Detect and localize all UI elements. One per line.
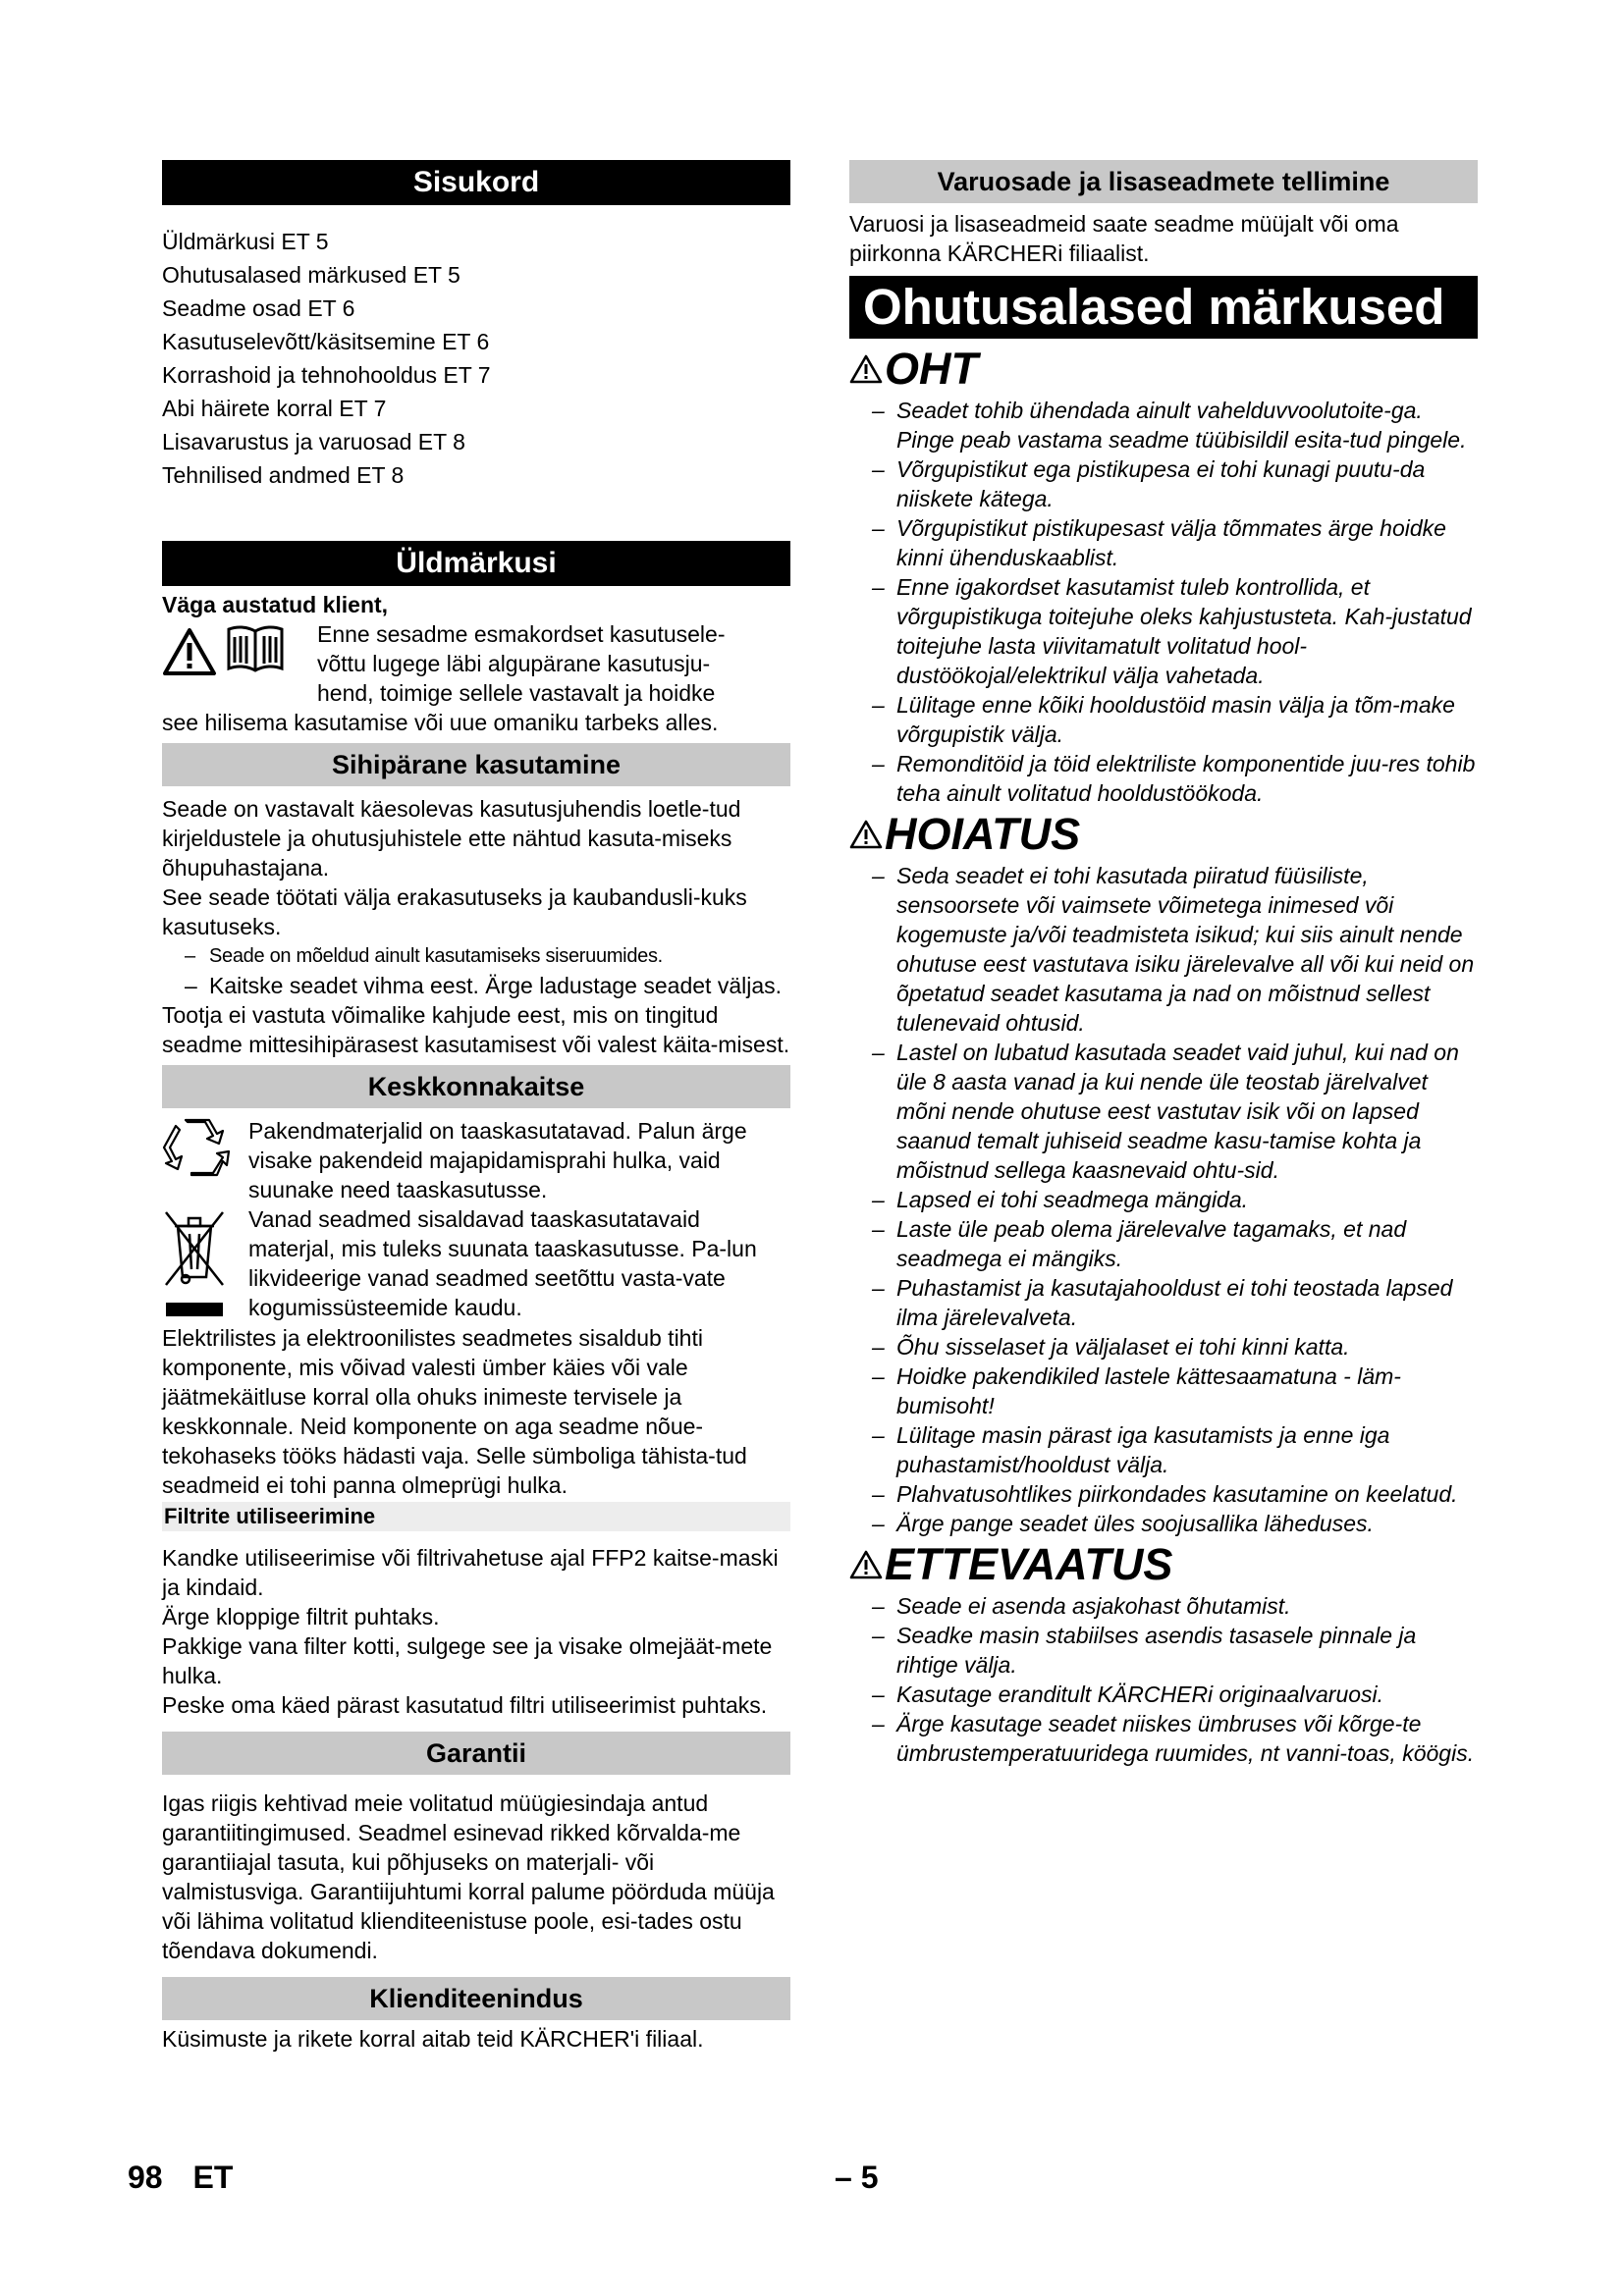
crossed-bin-icon (162, 1208, 227, 1318)
list-item: – Lülitage masin pärast iga kasutamists ja enne iga puhastamist/hooldust välja. (849, 1420, 1478, 1479)
warning-triangle-icon (162, 627, 217, 676)
general-title: Üldmärkusi (162, 541, 790, 586)
list-item: – Remonditöid ja töid elektriliste komponentide juu-res tohib teha ainult volitatud hooldustöökoda. (849, 749, 1478, 808)
intended-p2: See seade töötati välja erakasutuseks ja kaubandusli-kuks kasutuseks. (162, 884, 747, 939)
intended-list (162, 941, 790, 1000)
warranty-title: Garantii (162, 1732, 790, 1775)
intended-p1: Seade on vastavalt käesolevas kasutusjuhendis loetle-tud kirjeldustele ja ohutusjuhistele ette nähtud kasuta-miseks õhupuhastajana. (162, 796, 741, 881)
list-item: – Kasutage eranditult KÄRCHERi originaalvaruosi. (849, 1680, 1478, 1709)
list-item: – Seade on mõeldud ainult kasutamiseks siseruumides. (162, 941, 790, 971)
safety-title: Ohutusalased märkused (849, 276, 1478, 339)
danger-label: OHT (885, 344, 978, 394)
weee-note (162, 1204, 790, 1323)
warning-triangle-icon (849, 354, 883, 384)
weee-text: Vanad seadmed sisaldavad taaskasutatavaid materjal, mis tuleks suunata taaskasutusse. Pa-lun likvideerige vanad seadmed seetõttu vasta-vate kogumissüsteemide kaudu. (248, 1206, 757, 1320)
customer-service-text: Küsimuste ja rikete korral aitab teid KÄRCHER'i filiaal. (162, 2026, 704, 2052)
spare-parts-title: Varuosade ja lisaseadmete tellimine (849, 160, 1478, 203)
footer-page-number (128, 2160, 233, 2196)
list-item: – Lapsed ei tohi seadmega mängida. (849, 1185, 1478, 1214)
intro-line: Enne sesadme esmakordset kasutusele- (317, 621, 726, 647)
list-item: – Lastel on lubatud kasutada seadet vaid juhul, kui nad on üle 8 aasta vanad ja kui nende üle teostab järelvalvet mõni nende ohutuse eest vastutav isik või on lapsed saanud temalt juhiseid seadme kasu-tamise kohta ja mõistnud sellega kaasnevaid ohtu-sid. (849, 1038, 1478, 1185)
warning-triangle-icon (849, 1550, 883, 1579)
filter-paragraph: Peske oma käed pärast kasutatud filtri utiliseerimist puhtaks. (162, 1692, 768, 1718)
warranty-text: Igas riigis kehtivad meie volitatud müügiesindaja antud garantiitingimused. Seadmel esinevad rikked kõrvalda-me garantiiajal tasuta, kui põhjuseks on materjali- või valmistusviga. Garantiijuhtumi korral palume pöörduda müüja või lähima volitatud klienditeenistuse poole, esi-tades ostu tõendava dokumendi. (162, 1790, 775, 1963)
toc-item[interactable]: Seadme osad ET 6 (162, 295, 355, 321)
manual-intro (162, 619, 790, 708)
list-item: – Võrgupistikut pistikupesast välja tõmmates ärge hoidke kinni ühenduskaablist. (849, 513, 1478, 572)
intro-end: see hilisema kasutamise või uue omaniku tarbeks alles. (162, 710, 719, 735)
toc-item[interactable]: Ohutusalased märkused ET 5 (162, 262, 460, 288)
list-item: – Laste üle peab olema järelevalve tagamaks, et nad seadmega ei mängiks. (849, 1214, 1478, 1273)
salutation: Väga austatud klient, (162, 592, 389, 617)
manual-book-icon (225, 623, 286, 676)
list-item: – Hoidke pakendikiled lastele kättesaamatuna - läm-bumisoht! (849, 1362, 1478, 1420)
spare-parts-text: Varuosi ja lisaseadmeid saate seadme müüjalt või oma piirkonna KÄRCHERi filiaalist. (849, 211, 1399, 266)
list-item: – Puhastamist ja kasutajahooldust ei tohi teostada lapsed ilma järelevalveta. (849, 1273, 1478, 1332)
list-item: – Kaitske seadet vihma eest. Ärge ladustage seadet väljas. (162, 971, 790, 1000)
toc-item[interactable]: Korrashoid ja tehnohooldus ET 7 (162, 362, 491, 388)
recycle-note (162, 1116, 790, 1204)
list-item: – Seadke masin stabiilses asendis tasasele pinnale ja rihtige välja. (849, 1621, 1478, 1680)
intended-use-title: Sihipärane kasutamine (162, 743, 790, 786)
recycle-icon (162, 1116, 231, 1177)
intro-line: võttu lugege läbi algupärane kasutusju- (317, 651, 711, 676)
filter-disposal-title: Filtrite utiliseerimine (162, 1502, 790, 1531)
left-column (162, 160, 790, 2054)
list-item: – Enne igakordset kasutamist tuleb kontrollida, et võrgupistikuga toitejuhe oleks kahjustusteta. Kah-justatud toitejuhe lasta viivitamatult volitatud hool-dustöökojal/elektrikul välja vahetada. (849, 572, 1478, 690)
danger-heading (849, 343, 1478, 396)
right-column (849, 160, 1478, 1768)
warning-heading (849, 808, 1478, 861)
filter-paragraph: Kandke utiliseerimise või filtrivahetuse ajal FFP2 kaitse-maski ja kindaid. (162, 1545, 779, 1600)
list-item: – Ärge kasutage seadet niiskes ümbruses või kõrge-te ümbrustemperatuuridega ruumides, nt vanni-toas, köögis. (849, 1709, 1478, 1768)
toc-title: Sisukord (162, 160, 790, 205)
recycle-text: Pakendmaterjalid on taaskasutatavad. Palun ärge visake pakendeid majapidamisprahi hulka, vaid suunake need taaskasutusse. (248, 1118, 747, 1202)
caution-label: ETTEVAATUS (885, 1539, 1173, 1589)
table-of-contents (162, 227, 790, 490)
customer-service-title: Klienditeenindus (162, 1977, 790, 2020)
environment-paragraph: Elektrilistes ja elektroonilistes seadmetes sisaldub tihti komponente, mis võivad valesti ümber käies või vale jäätmekäitluse korral olla ohuks inimeste tervisele ja keskkonnale. Neid komponente on aga seadme nõue-tekohaseks tööks hädasti vaja. Selle sümboliga tähista-tud seadmeid ei tohi panna olmeprügi hulka. (162, 1325, 747, 1498)
toc-item[interactable]: Kasutuselevõtt/käsitsemine ET 6 (162, 329, 490, 354)
intro-line: hend, toimige sellele vastavalt ja hoidke (317, 680, 716, 706)
warning-label: HOIATUS (885, 809, 1081, 859)
toc-item[interactable]: Lisavarustus ja varuosad ET 8 (162, 429, 465, 454)
toc-item[interactable]: Üldmärkusi ET 5 (162, 229, 329, 254)
danger-list (849, 396, 1478, 808)
caution-list (849, 1591, 1478, 1768)
toc-item[interactable]: Abi häirete korral ET 7 (162, 396, 387, 421)
warning-list (849, 861, 1478, 1538)
list-item: – Võrgupistikut ega pistikupesa ei tohi kunagi puutu-da niiskete kätega. (849, 454, 1478, 513)
list-item: – Seda seadet ei tohi kasutada piiratud füüsiliste, sensoorsete või vaimsete võimetega inimesed või kogemuste ja/või teadmisteta isikud; kui siis ainult nende ohutuse eest vastutava isiku järelevalve all või kui neid on õpetatud seadet kasutama ja nad on mõistnud sellest tulenevaid ohtusid. (849, 861, 1478, 1038)
toc-item[interactable]: Tehnilised andmed ET 8 (162, 462, 405, 488)
section-page-number: – 5 (835, 2160, 879, 2195)
environment-title: Keskkonnakaitse (162, 1065, 790, 1108)
list-item: – Ärge pange seadet üles soojusallika läheduses. (849, 1509, 1478, 1538)
page-number: 98 (128, 2160, 163, 2195)
caution-heading (849, 1538, 1478, 1591)
intended-p3: Tootja ei vastuta võimalike kahjude eest, mis on tingitud seadme mittesihipärasest kasutamisest või valest käita-misest. (162, 1002, 790, 1057)
list-item: – Lülitage enne kõiki hooldustöid masin välja ja tõm-make võrgupistik välja. (849, 690, 1478, 749)
warning-triangle-icon (849, 820, 883, 849)
filter-paragraph: Ärge kloppige filtrit puhtaks. (162, 1604, 440, 1629)
list-item: – Seadet tohib ühendada ainult vahelduvvoolutoite-ga. Pinge peab vastama seadme tüübisildil esita-tud pingele. (849, 396, 1478, 454)
list-item: – Õhu sisselaset ja väljalaset ei tohi kinni katta. (849, 1332, 1478, 1362)
filter-paragraph: Pakkige vana filter kotti, sulgege see ja visake olmejäät-mete hulka. (162, 1633, 773, 1688)
list-item: – Plahvatusohtlikes piirkondades kasutamine on keelatud. (849, 1479, 1478, 1509)
list-item: – Seade ei asenda asjakohast õhutamist. (849, 1591, 1478, 1621)
language-code: ET (192, 2160, 234, 2195)
